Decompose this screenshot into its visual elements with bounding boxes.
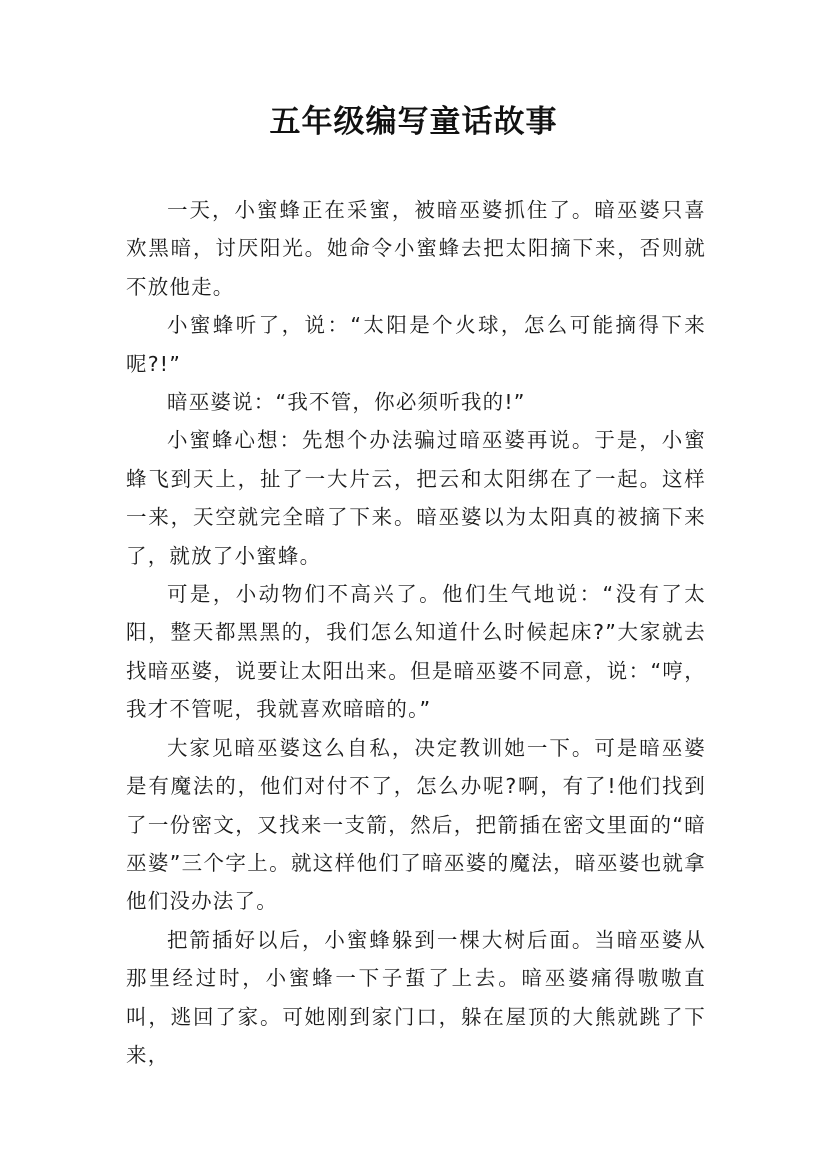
paragraph-5: 可是，小动物们不高兴了。他们生气地说：“没有了太阳，整天都黑黑的，我们怎么知道什么时候起床?”大家就去找暗巫婆，说要让太阳出来。但是暗巫婆不同意，说：“哼，我才不管呢，我就喜欢暗暗的。” (126, 582, 706, 722)
paragraph-2: 小蜜蜂听了，说：“太阳是个火球，怎么可能摘得下来呢?!” (126, 313, 706, 376)
paragraph-1: 一天，小蜜蜂正在采蜜，被暗巫婆抓住了。暗巫婆只喜欢黑暗，讨厌阳光。她命令小蜜蜂去把太阳摘下来，否则就不放他走。 (126, 198, 706, 299)
document-title: 五年级编写童话故事 (269, 104, 558, 140)
story-body (126, 191, 706, 1074)
paragraph-6: 大家见暗巫婆这么自私，决定教训她一下。可是暗巫婆是有魔法的，他们对付不了，怎么办呢?啊，有了!他们找到了一份密文，又找来一支箭，然后，把箭插在密文里面的“暗巫婆”三个字上。就这样他们了暗巫婆的魔法，暗巫婆也就拿他们没办法了。 (126, 735, 706, 914)
paragraph-3: 暗巫婆说：“我不管，你必须听我的!” (167, 390, 526, 415)
paragraph-7: 把箭插好以后，小蜜蜂躲到一棵大树后面。当暗巫婆从那里经过时，小蜜蜂一下子蜇了上去。暗巫婆痛得嗷嗷直叫，逃回了家。可她刚到家门口，躲在屋顶的大熊就跳了下来， (126, 927, 706, 1067)
paragraph-4: 小蜜蜂心想：先想个办法骗过暗巫婆再说。于是，小蜜蜂飞到天上，扯了一大片云，把云和太阳绑在了一起。这样一来，天空就完全暗了下来。暗巫婆以为太阳真的被摘下来了，就放了小蜜蜂。 (126, 428, 706, 568)
